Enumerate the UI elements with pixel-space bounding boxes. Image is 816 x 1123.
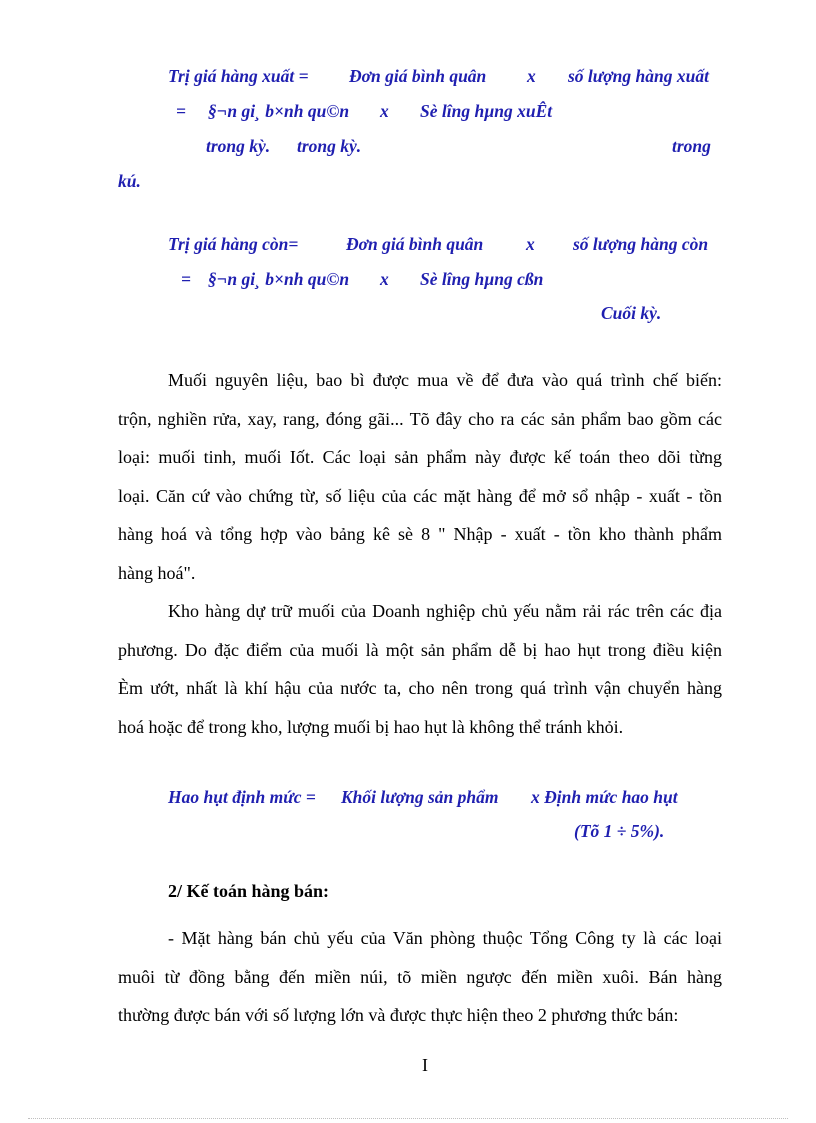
paragraph-line: hàng hoá". — [118, 562, 196, 583]
paragraph-line: loại: muối tinh, muối Iốt. Các loại sản phẩm này được kế toán theo dõi từng — [118, 447, 722, 467]
formula-loss-left: Hao hụt định mức = — [168, 787, 316, 807]
formula-export-right-garbled: Sè lîng hµng xuÊt — [420, 101, 553, 121]
paragraph-line: Muối nguyên liệu, bao bì được mua về để đưa vào quá trình chế biến: — [168, 370, 722, 390]
formula-export-mid: Đơn giá bình quân — [349, 66, 487, 86]
formula-loss-mid: Khối lượng sản phẩm — [341, 787, 499, 807]
paragraph-line: hoá hoặc để trong kho, lượng muối bị hao hụt là không thể tránh khỏi. — [118, 716, 624, 737]
paragraph-line: Èm ướt, nhất là khí hậu của nước ta, cho nên trong quá trình vận chuyển hàng — [118, 678, 722, 698]
formula-export-left: Trị giá hàng xuất = — [168, 66, 309, 86]
formula-export-period-d: kú. — [118, 171, 141, 191]
formula-stock-op: x — [526, 234, 535, 254]
formula-stock-mid-garbled: §¬n gi¸ b×nh qu©n — [208, 269, 350, 289]
formula-export-op: x — [527, 66, 536, 86]
formula-stock-right-garbled: Sè lîng hµng cßn — [420, 269, 544, 289]
formula-export-eq: = — [176, 101, 186, 121]
paragraph-line: - Mặt hàng bán chủ yếu của Văn phòng thuộc Tổng Công ty là các loại — [168, 928, 722, 948]
formula-loss-right: x Định mức hao hụt — [531, 787, 678, 807]
paragraph-line: Kho hàng dự trữ muối của Doanh nghiệp chủ yếu nằm rải rác trên các địa — [168, 601, 722, 621]
paragraph-line: muôi từ đồng bằng đến miền núi, tõ miền ngược đến miền xuôi. Bán hàng — [118, 966, 722, 987]
page-number: I — [422, 1055, 428, 1075]
formula-export-op-2: x — [380, 101, 389, 121]
formula-stock-op-2: x — [380, 269, 389, 289]
paragraph-line: phương. Do đặc điểm của muối là một sản phẩm dễ bị hao hụt trong điều kiện — [118, 639, 722, 660]
paragraph-line: loại. Căn cứ vào chứng từ, số liệu của các mặt hàng để mở sổ nhập - xuất - tồn — [118, 485, 722, 506]
formula-stock-right: số lượng hàng còn — [573, 234, 709, 254]
formula-export-period-a: trong kỳ. — [206, 136, 271, 156]
formula-stock-eq: = — [181, 269, 191, 289]
formula-export-right: số lượng hàng xuất — [568, 66, 709, 86]
formula-stock-mid: Đơn giá bình quân — [346, 234, 484, 254]
formula-stock-period: Cuối kỳ. — [601, 303, 662, 323]
section-heading: 2/ Kế toán hàng bán: — [168, 881, 330, 901]
paragraph-line: trộn, nghiền rửa, xay, rang, đóng gãi... Tõ đây cho ra các sản phẩm bao gồm các — [118, 408, 722, 429]
paragraph-raw-materials — [118, 361, 722, 592]
paragraph-line: thường được bán với số lượng lớn và được thực hiện theo 2 phương thức bán: — [118, 1005, 679, 1025]
formula-export-period-b: trong kỳ. — [297, 136, 362, 156]
page-bottom-divider — [28, 1118, 788, 1119]
formula-export-mid-garbled: §¬n gi¸ b×nh qu©n — [208, 101, 350, 121]
formula-stock-left: Trị giá hàng còn= — [168, 234, 299, 254]
paragraph-line: hàng hoá và tổng hợp vào bảng kê sè 8 " Nhập - xuất - tồn kho thành phẩm — [118, 524, 722, 544]
formula-loss-note: (Tõ 1 ÷ 5%). — [574, 821, 665, 841]
paragraph-sales — [118, 919, 722, 1035]
formula-export-period-c: trong — [672, 136, 711, 156]
paragraph-storage — [118, 592, 722, 746]
